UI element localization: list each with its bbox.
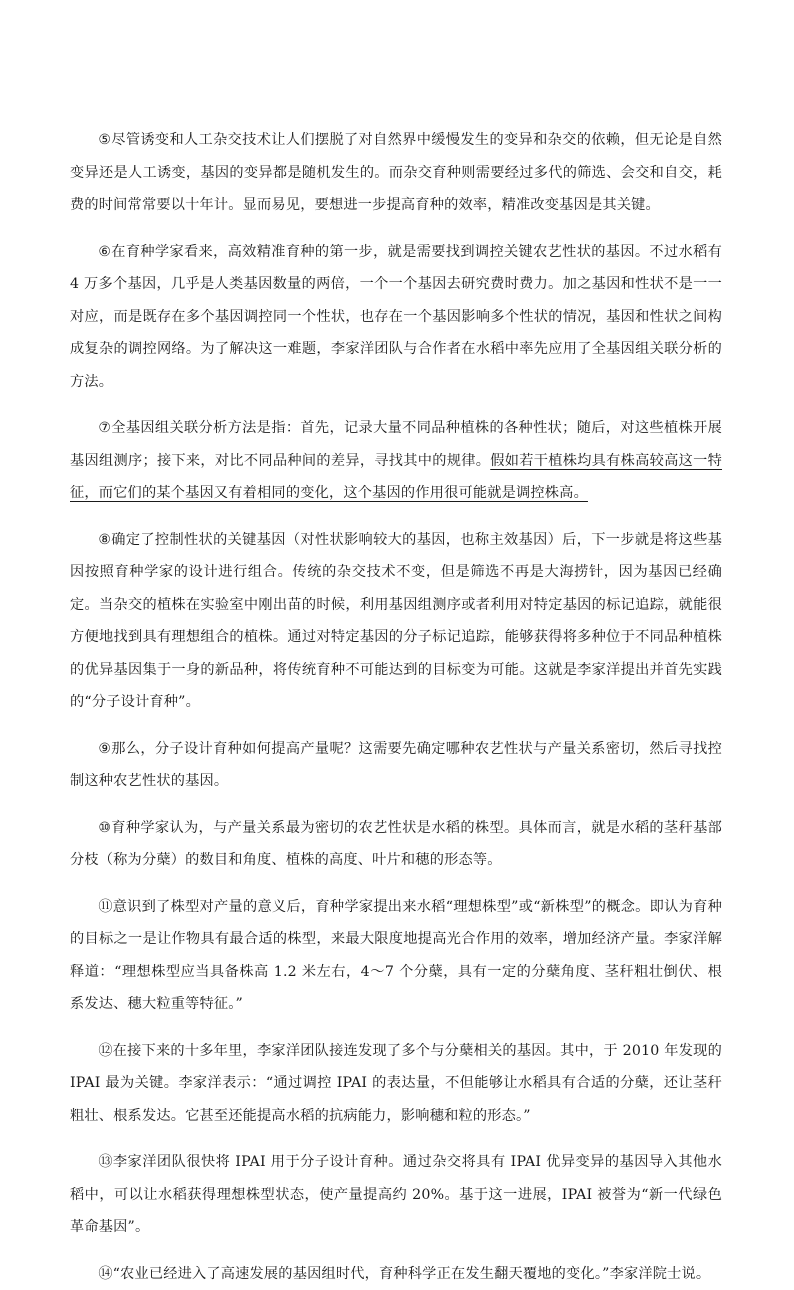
paragraph-text: 确定了控制性状的关键基因（对性状影响较大的基因，也称主效基因）后，下一步就是将这些基因按照育种学家的设计进行组合。传统的杂交技术不变，但是筛选不再是大海捞针，因为基因已经确定。当杂交的植株在实验室中刚出苗的时候，利用基因组测序或者利用对特定基因的标记追踪，就能很方便地找到具有理想组合的植株。通过对特定基因的分子标记追踪，能够获得将多种位于不同品种植株的优异基因集于一身的新品种，将传统育种不可能达到的目标变为可能。这就是李家洋提出并首先实践的“分子设计育种”。	[70, 532, 722, 711]
paragraph-9	[70, 733, 722, 798]
paragraph-text: 李家洋团队很快将 IPAI 用于分子设计育种。通过杂交将具有 IPAI 优异变异的基因导入其他水稻中，可以让水稻获得理想株型状态，使产量提高约 20%。基于这一进展，IPAI 被誉为“新一代绿色革命基因”。	[70, 1154, 722, 1235]
paragraph-marker: ⑦	[98, 420, 111, 436]
paragraph-marker: ⑤	[98, 132, 111, 148]
paragraph-marker: ⑥	[98, 244, 111, 260]
paragraph-text: 在接下来的十多年里，李家洋团队接连发现了多个与分蘖相关的基因。其中，于 2010 年发现的 IPAI 最为关键。李家洋表示：“通过调控 IPAI 的表达量，不但能够让水稻具有合适的分蘖，还让茎秆粗壮、根系发达。它甚至还能提高水稻的抗病能力，影响穗和粒的形态。”	[70, 1043, 722, 1124]
paragraph-text: 尽管诱变和人工杂交技术让人们摆脱了对自然界中缓慢发生的变异和杂交的依赖，但无论是自然变异还是人工诱变，基因的变异都是随机发生的。而杂交育种则需要经过多代的筛选、会交和自交，耗费的时间常常要以十年计。显而易见，要想进一步提高育种的效率，精准改变基因是其关键。	[70, 132, 722, 213]
paragraph-marker: ⑫	[98, 1043, 112, 1059]
paragraph-marker: ⑩	[98, 820, 111, 836]
paragraph-5	[70, 124, 722, 222]
paragraph-marker: ⑪	[98, 899, 112, 915]
paragraph-text: 在育种学家看来，高效精准育种的第一步，就是需要找到调控关键农艺性状的基因。不过水稻有 4 万多个基因，几乎是人类基因数量的两倍，一个一个基因去研究费时费力。加之基因和性状不是一一对应，而是既存在多个基因调控同一个性状，也存在一个基因影响多个性状的情况，基因和性状之间构成复杂的调控网络。为了解决这一难题，李家洋团队与合作者在水稻中率先应用了全基因组关联分析的方法。	[70, 244, 722, 390]
paragraph-marker: ⑧	[98, 532, 111, 548]
paragraph-text: 那么，分子设计育种如何提高产量呢？这需要先确定哪种农艺性状与产量关系密切，然后寻找控制这种农艺性状的基因。	[70, 741, 722, 790]
underlined-sentence: 假如若干植株均具有株高较高这一特征，而它们的某个基因又有着相同的变化，这个基因的作用很可能就是调控株高。	[70, 453, 722, 502]
paragraph-text: 育种学家认为，与产量关系最为密切的农艺性状是水稻的株型。具体而言，就是水稻的茎秆基部分枝（称为分蘖）的数目和角度、植株的高度、叶片和穗的形态等。	[70, 820, 722, 869]
paragraph-13	[70, 1146, 722, 1244]
paragraph-10	[70, 812, 722, 877]
paragraph-8	[70, 524, 722, 719]
paragraph-12	[70, 1035, 722, 1133]
paragraph-marker: ⑨	[98, 741, 111, 757]
paragraph-text: “农业已经进入了高速发展的基因组时代，育种科学正在发生翻天覆地的变化。”李家洋院士说。	[113, 1266, 711, 1282]
paragraph-marker: ⑭	[98, 1266, 112, 1282]
paragraph-7	[70, 412, 722, 510]
paragraph-text: 全基因组关联分析方法是指：首先，记录大量不同品种植株的各种性状；随后，对这些植株开展基因组测序；接下来，对比不同品种间的差异，寻找其中的规律。	[70, 420, 722, 469]
paragraph-6	[70, 236, 722, 399]
paragraph-marker: ⑬	[98, 1154, 112, 1170]
paragraph-text: 意识到了株型对产量的意义后，育种学家提出来水稻“理想株型”或“新株型”的概念。即认为育种的目标之一是让作物具有最合适的株型，来最大限度地提高光合作用的效率，增加经济产量。李家洋解释道：“理想株型应当具备株高 1.2 米左右，4～7 个分蘖，具有一定的分蘖角度、茎秆粗壮倒伏、根系发达、穗大粒重等特征。”	[70, 899, 722, 1013]
paragraph-14	[70, 1258, 722, 1290]
paragraph-11	[70, 891, 722, 1021]
document-body	[70, 124, 722, 1290]
